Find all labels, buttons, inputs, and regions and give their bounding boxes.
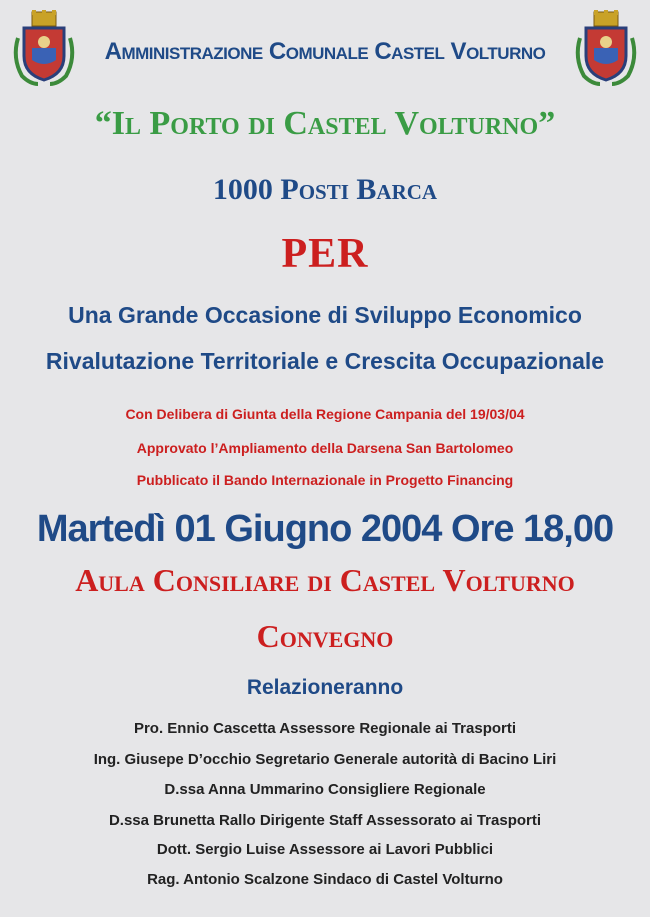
speaker-item: D.ssa Anna Ummarino Consigliere Regionale	[164, 781, 486, 798]
project-title: “Il Porto di Castel Volturno”	[94, 105, 556, 142]
event-venue: Aula Consiliare di Castel Volturno	[75, 562, 575, 598]
speaker-item: Pro. Ennio Cascetta Assessore Regionale ai Trasporti	[133, 720, 517, 737]
boat-places-heading: 1000 Posti Barca	[212, 173, 438, 206]
speaker-item: Dott. Sergio Luise Assessore ai Lavori Pubblici	[156, 841, 494, 858]
administration-header: Amministrazione Comunale Castel Volturno	[104, 38, 546, 65]
goal-line-2: Rivalutazione Territoriale e Crescita Occupazionale	[45, 348, 605, 374]
note-line-1: Con Delibera di Giunta della Regione Campania del 19/03/04	[125, 406, 525, 422]
speaker-item: Rag. Antonio Scalzone Sindaco di Castel Volturno	[147, 871, 503, 888]
speaker-item: D.ssa Brunetta Rallo Dirigente Staff Assessorato ai Trasporti	[108, 812, 542, 829]
goal-line-1: Una Grande Occasione di Sviluppo Economico	[68, 302, 582, 328]
per-heading: PER	[281, 231, 369, 277]
note-line-3: Pubblicato il Bando Internazionale in Progetto Financing	[136, 472, 514, 488]
speaker-item: Ing. Giusepe D’occhio Segretario Generale autorità di Bacino Liri	[93, 751, 557, 768]
speakers-heading: Relazioneranno	[246, 676, 404, 699]
note-line-2: Approvato l’Ampliamento della Darsena San Bartolomeo	[136, 440, 514, 456]
event-type: Convegno	[256, 618, 394, 654]
event-date: Martedì 01 Giugno 2004 Ore 18,00	[36, 508, 614, 550]
